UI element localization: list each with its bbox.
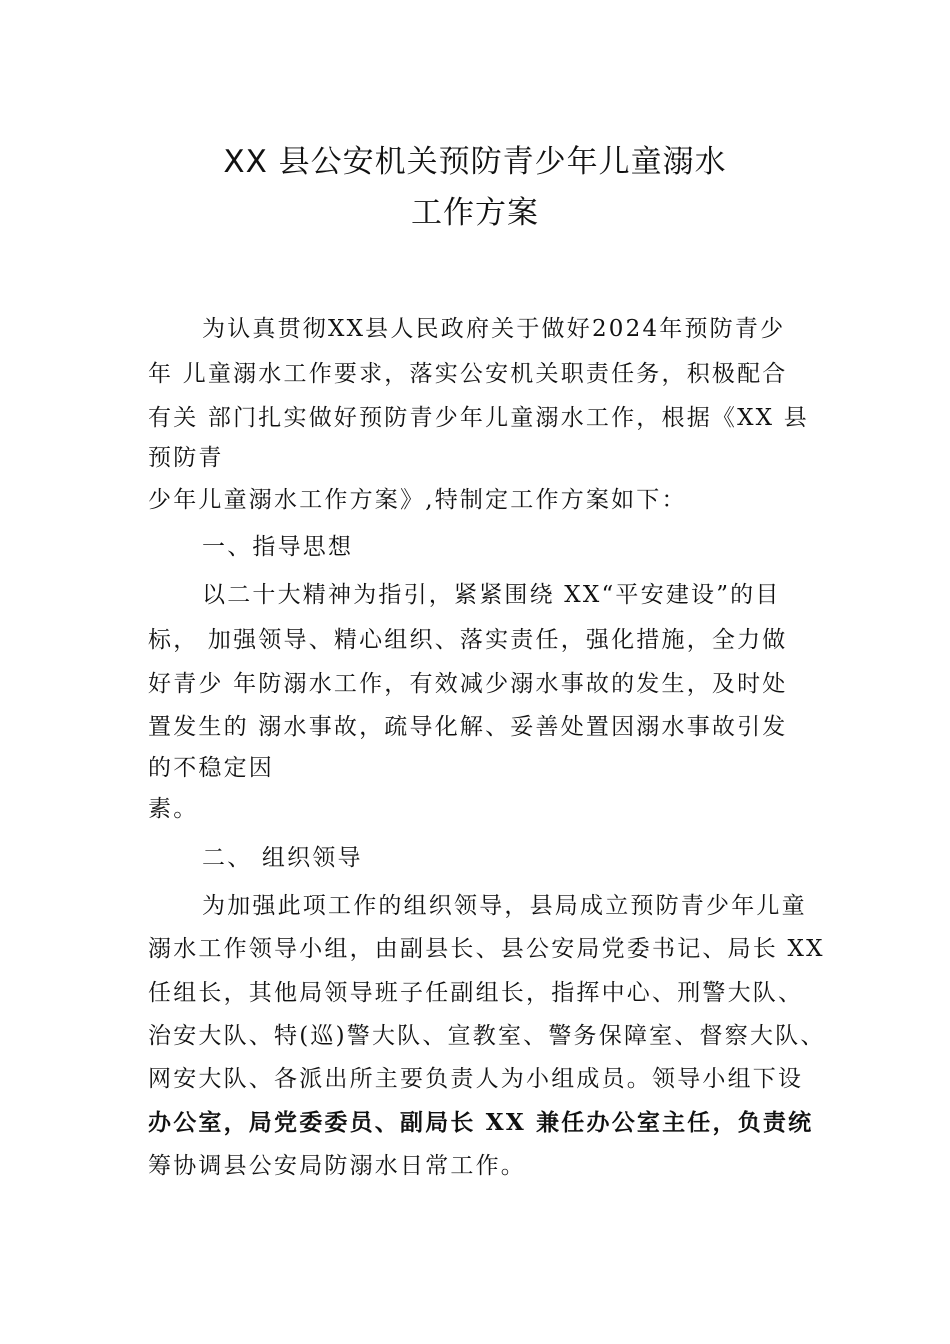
paragraph-line: 筹协调县公安局防溺水日常工作。: [148, 1153, 526, 1179]
document-title-line-1: XX 县公安机关预防青少年儿童溺水: [223, 144, 727, 180]
paragraph-line: 网安大队、各派出所主要负责人为小组成员。领导小组下设: [148, 1066, 804, 1092]
paragraph-line: 为认真贯彻XX县人民政府关于做好2024年预防青少: [202, 316, 786, 342]
paragraph-line: 预防青: [148, 445, 224, 471]
paragraph-line: 任组长，其他局领导班子任副组长，指挥中心、刑警大队、: [148, 980, 804, 1006]
paragraph-line-bold: 办公室，局党委委员、副局长 XX 兼任办公室主任，负责统: [148, 1109, 814, 1136]
paragraph-line: 溺水工作领导小组，由副县长、县公安局党委书记、局长 XX: [148, 936, 825, 962]
document-title-line-2: 工作方案: [411, 195, 539, 231]
paragraph-line: 好青少 年防溺水工作，有效减少溺水事故的发生，及时处: [148, 671, 788, 697]
paragraph-line: 以二十大精神为指引，紧紧围绕 XX“平安建设”的目: [202, 582, 781, 608]
section-heading: 二、 组织领导: [202, 845, 363, 871]
paragraph-line: 的不稳定因: [148, 755, 274, 781]
section-heading: 一、指导思想: [202, 534, 354, 560]
paragraph-line: 为加强此项工作的组织领导，县局成立预防青少年儿童: [202, 893, 807, 919]
paragraph-line: 治安大队、特(巡)警大队、宣教室、警务保障室、督察大队、: [148, 1023, 826, 1049]
paragraph-line: 标， 加强领导、精心组织、落实责任，强化措施，全力做: [148, 627, 788, 653]
paragraph-line: 置发生的 溺水事故，疏导化解、妥善处置因溺水事故引发: [148, 714, 788, 740]
paragraph-line: 有关 部门扎实做好预防青少年儿童溺水工作，根据《XX 县: [148, 405, 809, 431]
paragraph-line: 少年儿童溺水工作方案》,特制定工作方案如下：: [148, 487, 687, 513]
paragraph-line: 素。: [148, 796, 199, 822]
paragraph-line: 年 儿童溺水工作要求，落实公安机关职责任务，积极配合: [148, 361, 788, 387]
